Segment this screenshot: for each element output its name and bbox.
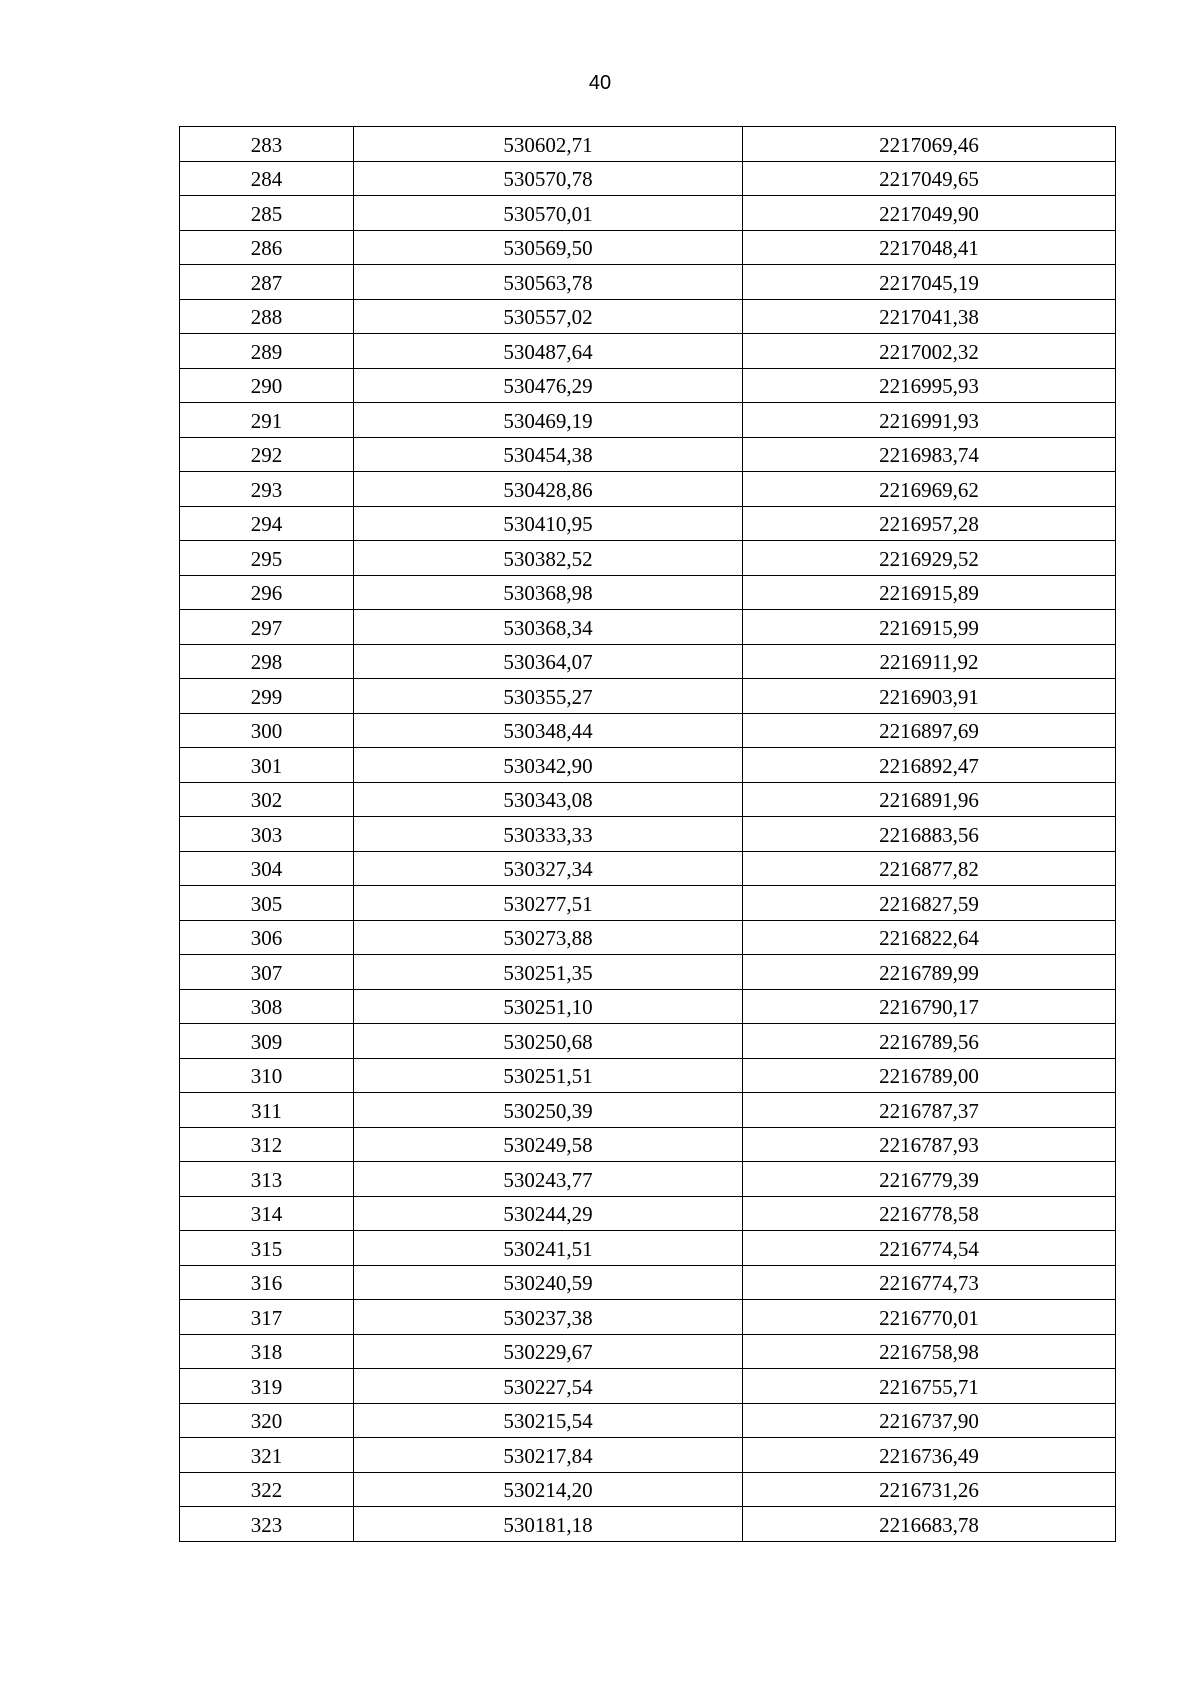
x-coordinate-cell: 530251,51 [354, 1058, 743, 1093]
x-coordinate-cell: 530277,51 [354, 886, 743, 921]
y-coordinate-cell: 2216892,47 [743, 748, 1116, 783]
table-row [180, 1265, 1116, 1300]
point-number-cell: 297 [180, 610, 354, 645]
coordinates-table-body [180, 127, 1116, 1542]
y-coordinate-cell: 2216897,69 [743, 713, 1116, 748]
point-number-cell: 309 [180, 1024, 354, 1059]
table-row [180, 955, 1116, 990]
y-coordinate-cell: 2216683,78 [743, 1507, 1116, 1542]
table-row [180, 230, 1116, 265]
y-coordinate-cell: 2216737,90 [743, 1403, 1116, 1438]
point-number-cell: 314 [180, 1196, 354, 1231]
point-number-cell: 294 [180, 506, 354, 541]
y-coordinate-cell: 2216789,00 [743, 1058, 1116, 1093]
y-coordinate-cell: 2217045,19 [743, 265, 1116, 300]
table-row [180, 851, 1116, 886]
point-number-cell: 302 [180, 782, 354, 817]
x-coordinate-cell: 530342,90 [354, 748, 743, 783]
point-number-cell: 311 [180, 1093, 354, 1128]
table-row [180, 1127, 1116, 1162]
table-row [180, 472, 1116, 507]
table-row [180, 403, 1116, 438]
table-row [180, 1507, 1116, 1542]
table-row [180, 1196, 1116, 1231]
x-coordinate-cell: 530382,52 [354, 541, 743, 576]
y-coordinate-cell: 2216822,64 [743, 920, 1116, 955]
y-coordinate-cell: 2216991,93 [743, 403, 1116, 438]
point-number-cell: 307 [180, 955, 354, 990]
x-coordinate-cell: 530214,20 [354, 1472, 743, 1507]
point-number-cell: 322 [180, 1472, 354, 1507]
x-coordinate-cell: 530251,35 [354, 955, 743, 990]
y-coordinate-cell: 2216891,96 [743, 782, 1116, 817]
x-coordinate-cell: 530476,29 [354, 368, 743, 403]
x-coordinate-cell: 530570,78 [354, 161, 743, 196]
x-coordinate-cell: 530327,34 [354, 851, 743, 886]
table-row [180, 1093, 1116, 1128]
point-number-cell: 323 [180, 1507, 354, 1542]
x-coordinate-cell: 530241,51 [354, 1231, 743, 1266]
x-coordinate-cell: 530368,98 [354, 575, 743, 610]
point-number-cell: 313 [180, 1162, 354, 1197]
table-row [180, 713, 1116, 748]
y-coordinate-cell: 2216758,98 [743, 1334, 1116, 1369]
point-number-cell: 316 [180, 1265, 354, 1300]
y-coordinate-cell: 2216883,56 [743, 817, 1116, 852]
y-coordinate-cell: 2217002,32 [743, 334, 1116, 369]
y-coordinate-cell: 2216731,26 [743, 1472, 1116, 1507]
table-row [180, 575, 1116, 610]
y-coordinate-cell: 2216787,93 [743, 1127, 1116, 1162]
y-coordinate-cell: 2216915,89 [743, 575, 1116, 610]
point-number-cell: 295 [180, 541, 354, 576]
x-coordinate-cell: 530227,54 [354, 1369, 743, 1404]
y-coordinate-cell: 2217049,65 [743, 161, 1116, 196]
table-row [180, 1334, 1116, 1369]
y-coordinate-cell: 2216789,99 [743, 955, 1116, 990]
x-coordinate-cell: 530570,01 [354, 196, 743, 231]
point-number-cell: 304 [180, 851, 354, 886]
table-row [180, 265, 1116, 300]
x-coordinate-cell: 530348,44 [354, 713, 743, 748]
y-coordinate-cell: 2216736,49 [743, 1438, 1116, 1473]
point-number-cell: 285 [180, 196, 354, 231]
y-coordinate-cell: 2216827,59 [743, 886, 1116, 921]
x-coordinate-cell: 530469,19 [354, 403, 743, 438]
point-number-cell: 310 [180, 1058, 354, 1093]
point-number-cell: 321 [180, 1438, 354, 1473]
x-coordinate-cell: 530243,77 [354, 1162, 743, 1197]
point-number-cell: 284 [180, 161, 354, 196]
point-number-cell: 290 [180, 368, 354, 403]
point-number-cell: 315 [180, 1231, 354, 1266]
point-number-cell: 318 [180, 1334, 354, 1369]
point-number-cell: 306 [180, 920, 354, 955]
point-number-cell: 296 [180, 575, 354, 610]
y-coordinate-cell: 2216770,01 [743, 1300, 1116, 1335]
table-row [180, 437, 1116, 472]
table-row [180, 1369, 1116, 1404]
x-coordinate-cell: 530244,29 [354, 1196, 743, 1231]
x-coordinate-cell: 530273,88 [354, 920, 743, 955]
table-row [180, 644, 1116, 679]
y-coordinate-cell: 2216903,91 [743, 679, 1116, 714]
table-row [180, 127, 1116, 162]
x-coordinate-cell: 530410,95 [354, 506, 743, 541]
y-coordinate-cell: 2216774,54 [743, 1231, 1116, 1266]
table-row [180, 679, 1116, 714]
table-row [180, 368, 1116, 403]
x-coordinate-cell: 530557,02 [354, 299, 743, 334]
table-row [180, 1403, 1116, 1438]
table-row [180, 506, 1116, 541]
x-coordinate-cell: 530454,38 [354, 437, 743, 472]
table-row [180, 748, 1116, 783]
table-row [180, 541, 1116, 576]
x-coordinate-cell: 530355,27 [354, 679, 743, 714]
table-row [180, 1472, 1116, 1507]
x-coordinate-cell: 530364,07 [354, 644, 743, 679]
y-coordinate-cell: 2216995,93 [743, 368, 1116, 403]
point-number-cell: 319 [180, 1369, 354, 1404]
point-number-cell: 289 [180, 334, 354, 369]
y-coordinate-cell: 2216957,28 [743, 506, 1116, 541]
x-coordinate-cell: 530251,10 [354, 989, 743, 1024]
table-row [180, 161, 1116, 196]
point-number-cell: 298 [180, 644, 354, 679]
point-number-cell: 293 [180, 472, 354, 507]
table-row [180, 1300, 1116, 1335]
point-number-cell: 312 [180, 1127, 354, 1162]
table-row [180, 1162, 1116, 1197]
table-row [180, 989, 1116, 1024]
table-row [180, 1024, 1116, 1059]
table-row [180, 334, 1116, 369]
point-number-cell: 320 [180, 1403, 354, 1438]
table-row [180, 1058, 1116, 1093]
y-coordinate-cell: 2217048,41 [743, 230, 1116, 265]
table-row [180, 610, 1116, 645]
y-coordinate-cell: 2216877,82 [743, 851, 1116, 886]
x-coordinate-cell: 530237,38 [354, 1300, 743, 1335]
point-number-cell: 288 [180, 299, 354, 334]
table-row [180, 817, 1116, 852]
point-number-cell: 308 [180, 989, 354, 1024]
y-coordinate-cell: 2216911,92 [743, 644, 1116, 679]
x-coordinate-cell: 530428,86 [354, 472, 743, 507]
x-coordinate-cell: 530487,64 [354, 334, 743, 369]
x-coordinate-cell: 530563,78 [354, 265, 743, 300]
y-coordinate-cell: 2216779,39 [743, 1162, 1116, 1197]
point-number-cell: 283 [180, 127, 354, 162]
x-coordinate-cell: 530602,71 [354, 127, 743, 162]
y-coordinate-cell: 2216790,17 [743, 989, 1116, 1024]
x-coordinate-cell: 530343,08 [354, 782, 743, 817]
y-coordinate-cell: 2216774,73 [743, 1265, 1116, 1300]
point-number-cell: 317 [180, 1300, 354, 1335]
point-number-cell: 287 [180, 265, 354, 300]
x-coordinate-cell: 530250,39 [354, 1093, 743, 1128]
x-coordinate-cell: 530181,18 [354, 1507, 743, 1542]
table-row [180, 886, 1116, 921]
x-coordinate-cell: 530333,33 [354, 817, 743, 852]
point-number-cell: 301 [180, 748, 354, 783]
y-coordinate-cell: 2216755,71 [743, 1369, 1116, 1404]
point-number-cell: 299 [180, 679, 354, 714]
table-row [180, 782, 1116, 817]
table-row [180, 196, 1116, 231]
table-row [180, 920, 1116, 955]
x-coordinate-cell: 530217,84 [354, 1438, 743, 1473]
y-coordinate-cell: 2216778,58 [743, 1196, 1116, 1231]
point-number-cell: 292 [180, 437, 354, 472]
x-coordinate-cell: 530569,50 [354, 230, 743, 265]
x-coordinate-cell: 530240,59 [354, 1265, 743, 1300]
coordinates-table [179, 126, 1116, 1542]
table-row [180, 299, 1116, 334]
x-coordinate-cell: 530250,68 [354, 1024, 743, 1059]
x-coordinate-cell: 530215,54 [354, 1403, 743, 1438]
y-coordinate-cell: 2216969,62 [743, 472, 1116, 507]
point-number-cell: 300 [180, 713, 354, 748]
y-coordinate-cell: 2217041,38 [743, 299, 1116, 334]
page-number: 40 [588, 72, 612, 94]
y-coordinate-cell: 2216983,74 [743, 437, 1116, 472]
x-coordinate-cell: 530229,67 [354, 1334, 743, 1369]
point-number-cell: 291 [180, 403, 354, 438]
y-coordinate-cell: 2216789,56 [743, 1024, 1116, 1059]
point-number-cell: 286 [180, 230, 354, 265]
point-number-cell: 303 [180, 817, 354, 852]
x-coordinate-cell: 530368,34 [354, 610, 743, 645]
point-number-cell: 305 [180, 886, 354, 921]
table-row [180, 1438, 1116, 1473]
y-coordinate-cell: 2217049,90 [743, 196, 1116, 231]
y-coordinate-cell: 2216787,37 [743, 1093, 1116, 1128]
x-coordinate-cell: 530249,58 [354, 1127, 743, 1162]
y-coordinate-cell: 2216929,52 [743, 541, 1116, 576]
y-coordinate-cell: 2216915,99 [743, 610, 1116, 645]
table-row [180, 1231, 1116, 1266]
y-coordinate-cell: 2217069,46 [743, 127, 1116, 162]
